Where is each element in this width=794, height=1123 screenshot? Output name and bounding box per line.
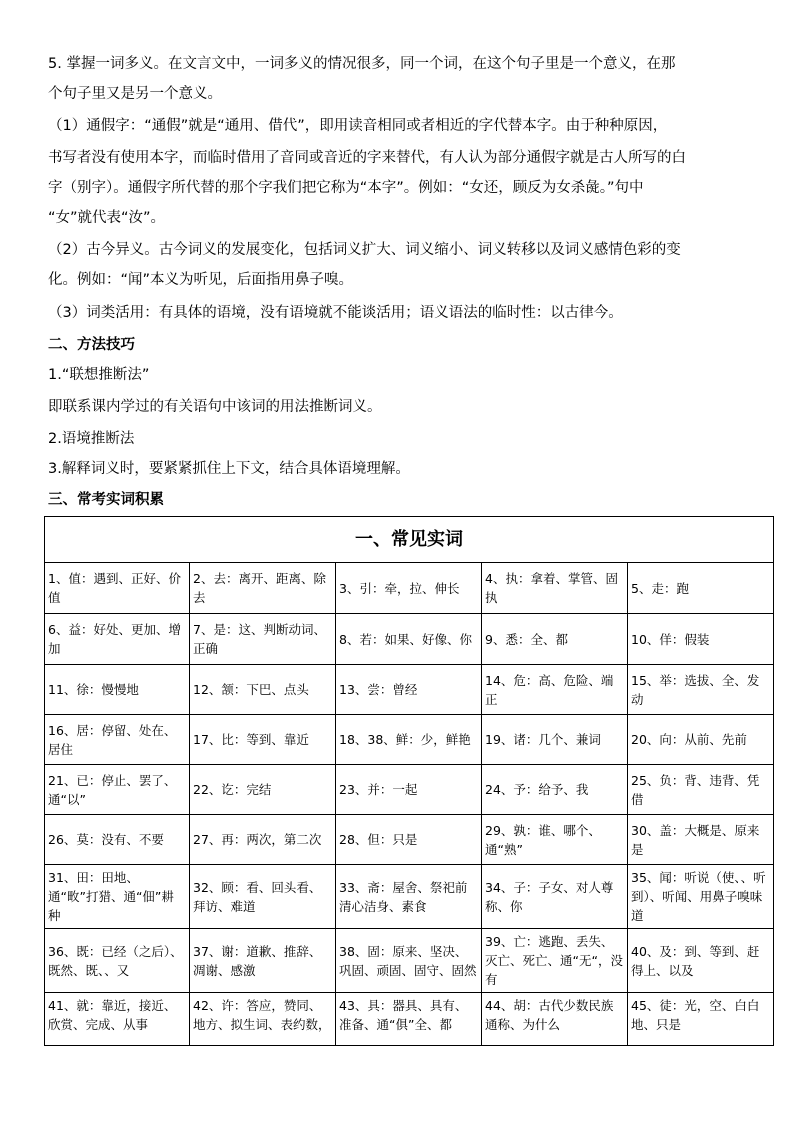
table-cell: 41、就：靠近，接近、欣赏、完成、从事 (45, 993, 190, 1046)
table-cell: 43、具：器具、具有、准备、通“俱”全、都 (336, 993, 482, 1046)
table-cell: 8、若：如果、好像、你 (336, 614, 482, 665)
paragraph-line: （3）词类活用：有具体的语境，没有语境就不能谈活用；语义语法的临时性：以古律今。 (48, 305, 623, 321)
table-cell: 13、尝：曾经 (336, 665, 482, 715)
table-cell: 34、子：子女、对人尊称、你 (482, 865, 628, 929)
paragraph-line: 字（别字）。通假字所代替的那个字我们把它称为“本字”。例如：“女还，顾反为女杀彘。”句中 (48, 180, 644, 196)
paragraph-line: 化。例如：“闻”本义为听见，后面指用鼻子嗅。 (48, 272, 354, 288)
table-cell: 36、既：已经（之后）、既然、既、、又 (45, 929, 190, 993)
table-cell: 14、危：高、危险、端正 (482, 665, 628, 715)
table-cell: 9、悉：全、都 (482, 614, 628, 665)
table-cell: 1、值：遇到、正好、价值 (45, 563, 190, 614)
vocabulary-table (44, 516, 774, 1046)
table-cell: 17、比：等到、靠近 (190, 715, 336, 765)
paragraph-line: “女”就代表“汝”。 (48, 210, 166, 226)
paragraph-line: 个句子里又是另一个意义。 (48, 86, 222, 102)
table-cell: 26、莫：没有、不要 (45, 815, 190, 865)
table-cell: 21、已：停止、罢了、通“以” (45, 765, 190, 815)
table-cell: 44、胡：古代少数民族通称、为什么 (482, 993, 628, 1046)
table-cell: 29、孰：谁、哪个、通“熟” (482, 815, 628, 865)
table-row (45, 715, 774, 765)
table-row (45, 563, 774, 614)
table-cell: 39、亡：逃跑、丢失、灭亡、死亡、通“无“，没有 (482, 929, 628, 993)
table-cell: 30、盖：大概是、原来是 (628, 815, 774, 865)
table-cell: 32、顾：看、回头看、拜访、难道 (190, 865, 336, 929)
table-cell: 4、执：拿着、掌管、固执 (482, 563, 628, 614)
table-row (45, 815, 774, 865)
table-cell: 24、予：给予、我 (482, 765, 628, 815)
table-cell: 25、负：背、违背、凭借 (628, 765, 774, 815)
table-cell: 45、徒：光，空、白白地、只是 (628, 993, 774, 1046)
table-cell: 35、闻：听说（使、、听到）、听闻、用鼻子嗅味道 (628, 865, 774, 929)
table-title-row (45, 517, 774, 563)
table-cell: 20、向：从前、先前 (628, 715, 774, 765)
table-row (45, 929, 774, 993)
table-title: 一、常见实词 (45, 517, 774, 563)
paragraph-line: 3.解释词义时，要紧紧抓住上下文，结合具体语境理解。 (48, 461, 410, 477)
table-cell: 38、固：原来、坚决、巩固、顽固、固守、固然 (336, 929, 482, 993)
table-cell: 31、田：田地、通“畋”打猎、通“佃”耕种 (45, 865, 190, 929)
paragraph-line: 5. 掌握一词多义。在文言文中，一词多义的情况很多，同一个词，在这个句子里是一个意义，在那 (48, 56, 676, 72)
table-cell: 10、佯：假装 (628, 614, 774, 665)
table-cell: 12、颔：下巴、点头 (190, 665, 336, 715)
table-row (45, 765, 774, 815)
table-cell: 3、引：牵，拉、伸长 (336, 563, 482, 614)
table-row (45, 614, 774, 665)
paragraph-line: 即联系课内学过的有关语句中该词的用法推断词义。 (48, 399, 382, 415)
table-row (45, 993, 774, 1046)
table-cell: 27、再：两次，第二次 (190, 815, 336, 865)
paragraph-line: 书写者没有使用本字，而临时借用了音同或音近的字来替代，有人认为部分通假字就是古人所写的白 (48, 150, 686, 166)
table-cell: 15、举：选拔、全、发动 (628, 665, 774, 715)
paragraph-line: 1.“联想推断法” (48, 367, 150, 383)
paragraph-line: （1）通假字：“通假”就是“通用、借代”，即用读音相同或者相近的字代替本字。由于种种原因， (48, 118, 668, 134)
table-row (45, 665, 774, 715)
table-cell: 16、居：停留、处在、居住 (45, 715, 190, 765)
table-cell: 40、及：到、等到、赶得上、以及 (628, 929, 774, 993)
table-row (45, 865, 774, 929)
section-heading-vocabulary: 三、常考实词积累 (48, 492, 164, 508)
table-cell: 18、38、鲜：少，鲜艳 (336, 715, 482, 765)
table-cell: 37、谢：道歉、推辞、凋谢、感激 (190, 929, 336, 993)
table-cell: 11、徐：慢慢地 (45, 665, 190, 715)
table-cell: 2、去：离开、距离、除去 (190, 563, 336, 614)
table-cell: 33、斋：屋舍、祭祀前清心洁身、素食 (336, 865, 482, 929)
table-cell: 5、走：跑 (628, 563, 774, 614)
table-cell: 42、许：答应，赞同、地方、拟生词、表约数， (190, 993, 336, 1046)
section-heading-methods: 二、方法技巧 (48, 337, 135, 353)
table-cell: 23、并：一起 (336, 765, 482, 815)
paragraph-line: （2）古今异义。古今词义的发展变化，包括词义扩大、词义缩小、词义转移以及词义感情色彩的变 (48, 242, 681, 258)
table-cell: 6、益：好处、更加、增加 (45, 614, 190, 665)
table-cell: 22、讫：完结 (190, 765, 336, 815)
table-cell: 7、是：这、判断动词、正确 (190, 614, 336, 665)
table-cell: 28、但：只是 (336, 815, 482, 865)
paragraph-line: 2.语境推断法 (48, 431, 135, 447)
table-cell: 19、诸：几个、兼词 (482, 715, 628, 765)
